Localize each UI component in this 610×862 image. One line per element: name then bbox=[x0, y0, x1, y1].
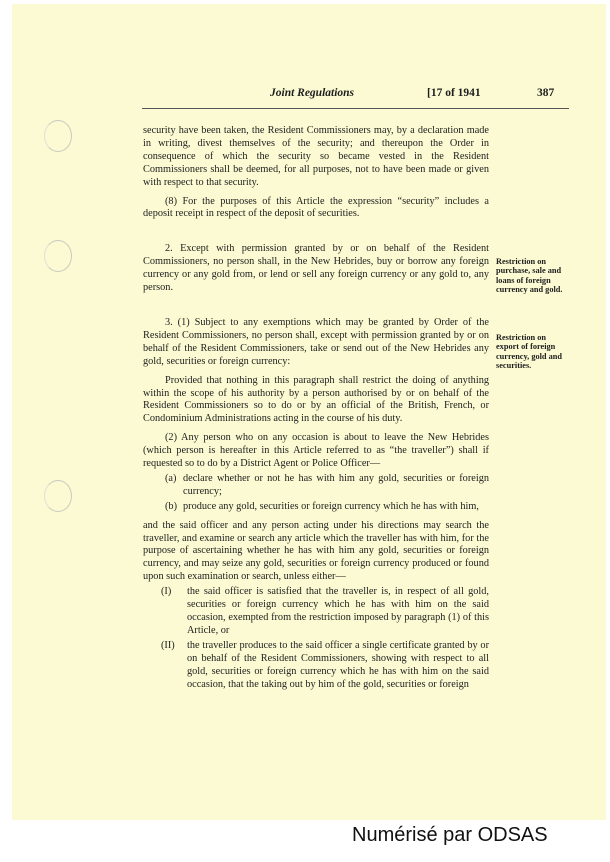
list-label-a: (a) bbox=[165, 472, 177, 484]
margin-note-export: Restriction on export of foreign currency, gold and securities. bbox=[496, 333, 562, 370]
list-text-b: produce any gold, securities or foreign currency which he has with him, bbox=[183, 500, 479, 512]
page-number: 387 bbox=[537, 87, 555, 99]
article-3-2: (2) Any person who on any occasion is about to leave the New Hebrides (which person is hereafter in this Article referred to as “the traveller”) shall if requested so to do by a District Agent or Police Officer— bbox=[143, 432, 489, 470]
header-regulation: [17 of 1941 bbox=[427, 87, 481, 99]
paragraph-continuation: security have been taken, the Resident Commissioners may, by a declaration made in writing, divest themselves of the security; and thereupon the Order in consequence of which the security so became vested in the Resident Commissioners shall be deemed, for all purposes, not to have been made or given with respect to that security. bbox=[143, 125, 489, 188]
header-rule bbox=[142, 108, 569, 109]
paragraph-8-definition: (8) For the purposes of this Article the expression “security” includes a deposit receipt in respect of the deposit of securities. bbox=[143, 195, 489, 220]
list-label-i: (I) bbox=[161, 586, 172, 598]
header-title: Joint Regulations bbox=[270, 87, 355, 99]
list-item-i bbox=[143, 586, 489, 638]
list-item-ii bbox=[143, 640, 489, 692]
binder-hole-middle bbox=[44, 240, 72, 272]
running-header bbox=[12, 87, 606, 103]
list-item-a bbox=[143, 473, 489, 499]
proviso-paragraph: Provided that nothing in this paragraph shall restrict the doing of anything within the scope of his authority by a person authorised by or on behalf of the Resident Commissioners so to do or by an official of the British, French, or Condominium Administrations acting in the course of his duty. bbox=[143, 374, 489, 425]
search-paragraph: and the said officer and any person acting under his directions may search the traveller, and examine or search any article which the traveller has with him, for the purpose of ascertaining whether he has with him any gold, securities or foreign currency, and may seize any gold, securities or foreign currency produced or found upon such examination or search, unless either— bbox=[143, 519, 489, 583]
digitization-credit: Numérisé par ODSAS bbox=[352, 824, 548, 846]
list-text-a: declare whether or not he has with him any gold, securities or foreign currency; bbox=[183, 472, 489, 497]
body-text bbox=[143, 125, 489, 691]
list-item-b bbox=[143, 501, 489, 514]
binder-hole-bottom bbox=[44, 480, 72, 512]
article-2: 2. Except with permission granted by or on behalf of the Resident Commissioners, no person shall, in the New Hebrides, buy or borrow any foreign currency or any gold from, or lend or sell any foreign currency or any gold to, any person. bbox=[143, 243, 489, 294]
list-label-ii: (II) bbox=[161, 639, 175, 651]
article-3-1: 3. (1) Subject to any exemptions which may be granted by Order of the Resident Commissioners, no person shall, except with permission granted by or on behalf of the Resident Commissioners, take or send out of the New Hebrides any gold, securities or foreign currency: bbox=[143, 316, 489, 367]
list-text-ii: the traveller produces to the said officer a single certificate granted by or on behalf of the Resident Commissioners, showing with respect to all gold, securities or foreign currency which he has with him on the said occasion, that the taking out by him of the gold, securities or foreign bbox=[187, 639, 489, 690]
list-text-i: the said officer is satisfied that the traveller is, in respect of all gold, securities or foreign currency which he has with him on the said occasion, exempted from the restriction imposed by paragraph (1) of this Article, or bbox=[187, 586, 489, 636]
document-page bbox=[12, 4, 606, 820]
list-label-b: (b) bbox=[165, 500, 178, 512]
margin-note-purchase: Restriction on purchase, sale and loans of foreign currency and gold. bbox=[496, 257, 563, 294]
binder-hole-top bbox=[44, 120, 72, 152]
